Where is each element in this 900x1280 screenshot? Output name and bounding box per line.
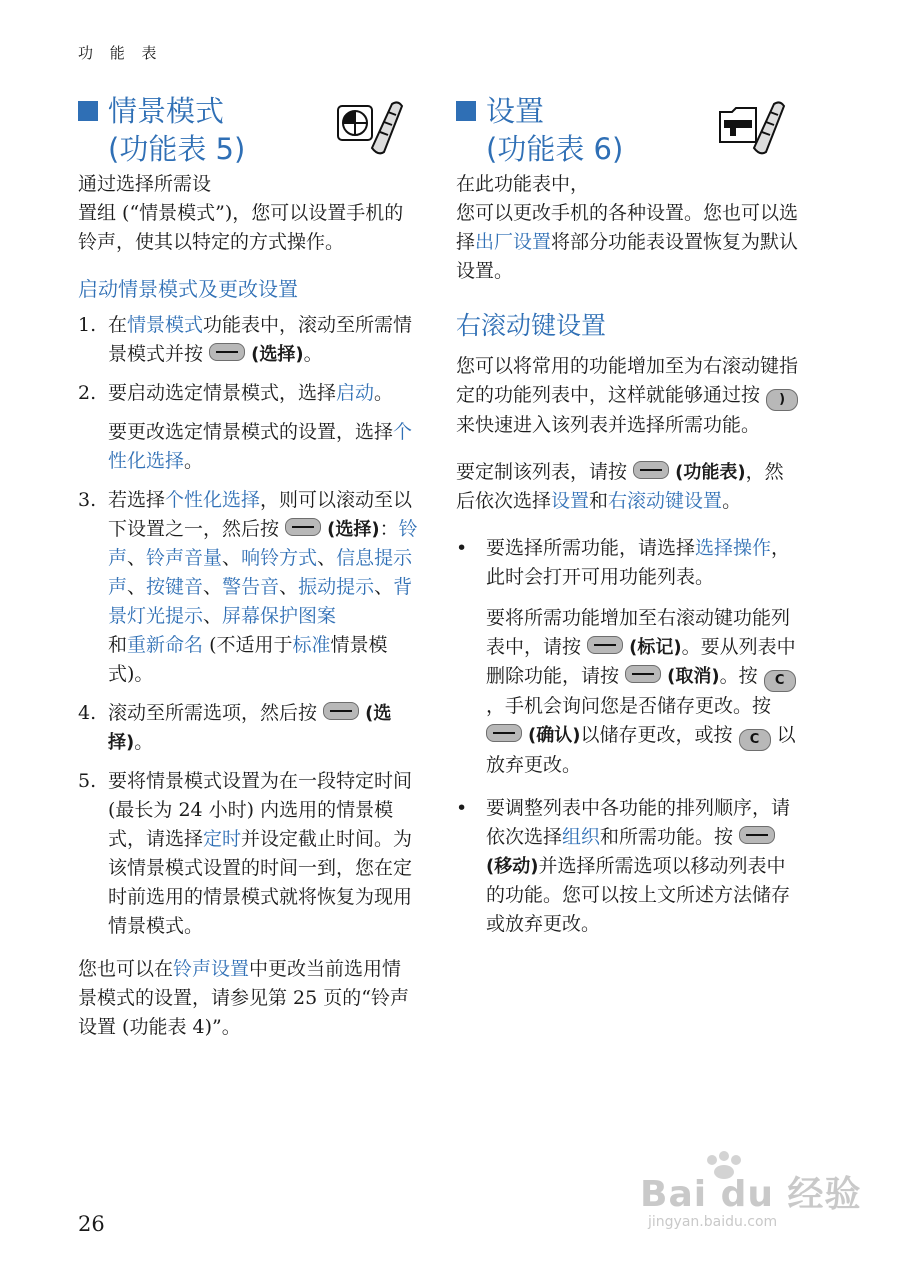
step-5: 5. 要将情景模式设置为在一段特定时间 (最长为 24 小时) 内选用的情景模式，请选择定时并设定截止时间。为该情景模式设置的时间一到，您在定时前选用的情景模式就将恢复为现用情景模式。 xyxy=(78,770,413,937)
right-column xyxy=(456,92,801,951)
menu-link: 个性化选择 xyxy=(165,489,261,511)
profiles-intro: 通过选择所需设 置组 (“情景模式”)，您可以设置手机的铃声，使其以特定的方式操作。 xyxy=(78,173,404,253)
selection-key-icon xyxy=(633,461,669,479)
right-key-para-2: 要定制该列表，请按 (功能表)，然后依次选择设置和右滚动键设置。 xyxy=(456,461,784,512)
selection-key-icon xyxy=(486,724,522,742)
subheading-activate: 启动情景模式及更改设置 xyxy=(78,277,298,301)
page-header: 功 能 表 xyxy=(78,44,163,62)
settings-phone-icon xyxy=(718,98,788,156)
right-key-para-1: 您可以将常用的功能增加至为右滚动键指定的功能列表中，这样就能够通过按 ) 来快速进入该列表并选择所需功能。 xyxy=(456,355,799,436)
menu-link: 启动 xyxy=(336,382,375,404)
menu-link: 选择操作 xyxy=(695,537,772,559)
menu-link: 设置 xyxy=(551,490,590,512)
watermark-url: jingyan.baidu.com xyxy=(648,1214,778,1230)
menu-link: 情景模式 xyxy=(127,314,204,336)
title-line2: (功能表 5) xyxy=(108,132,246,166)
title-square-marker xyxy=(456,101,476,121)
step-2-note: 要更改选定情景模式的设置，选择个性化选择。 xyxy=(108,421,413,472)
step-2: 2. 要启动选定情景模式，选择启动。 xyxy=(78,382,394,404)
bullet-select-functions: • 要选择所需功能，请选择选择操作，此时会打开可用功能列表。 xyxy=(456,537,791,588)
selection-key-icon xyxy=(587,636,623,654)
selection-key-icon xyxy=(323,702,359,720)
menu-link: 铃声设置 xyxy=(173,958,250,980)
clear-key-icon: C xyxy=(764,670,796,692)
title-line2: (功能表 6) xyxy=(486,132,624,166)
menu-link: 个性化选择 xyxy=(108,421,413,472)
page-number: 26 xyxy=(78,1212,105,1236)
step-1: 1. 在情景模式功能表中，滚动至所需情景模式并按 (选择)。 xyxy=(78,314,413,365)
menu-link: 出厂设置 xyxy=(475,231,552,253)
watermark-logo-text: Bai du 经验 xyxy=(640,1174,862,1215)
section-title-settings xyxy=(456,92,801,170)
selection-key-icon xyxy=(285,518,321,536)
left-column xyxy=(78,92,418,1060)
selection-key-icon xyxy=(209,343,245,361)
step-4: 4. 滚动至所需选项，然后按 (选择)。 xyxy=(78,702,392,753)
settings-intro: 在此功能表中， 您可以更改手机的各种设置。您也可以选择出厂设置将部分功能表设置恢复为默认设置。 xyxy=(456,173,799,282)
bullet-organize: • 要调整列表中各功能的排列顺序，请依次选择组织和所需功能。按 (移动)并选择所需选项以移动列表中的功能。您可以按上文所述方法储存或放弃更改。 xyxy=(456,797,791,935)
profiles-outro: 您也可以在铃声设置中更改当前选用情景模式的设置，请参见第 25 页的“铃声设置 (功能表 4)”。 xyxy=(78,958,409,1038)
baidu-watermark xyxy=(640,1148,862,1238)
selection-key-icon xyxy=(625,665,661,683)
menu-link: 定时 xyxy=(203,828,242,850)
title-square-marker xyxy=(78,101,98,121)
right-scroll-key-icon: ) xyxy=(766,389,798,411)
title-line1: 情景模式 xyxy=(108,94,225,128)
clear-key-icon: C xyxy=(739,729,771,751)
step-3: 3. 若选择个性化选择，则可以滚动至以下设置之一，然后按 (选择)：铃声、铃声音量、响铃方式、信息提示声、按键音、警告音、振动提示、背景灯光提示、屏幕保护图案 和重新命名 (不适用于标准情景模式)。 xyxy=(78,489,418,685)
menu-link: 右滚动键设置 xyxy=(608,490,723,512)
title-line1: 设置 xyxy=(486,94,545,128)
subheading-right-scroll-key: 右滚动键设置 xyxy=(456,311,607,340)
section-title-profiles xyxy=(78,92,418,170)
steps-list xyxy=(78,311,418,941)
selection-key-icon xyxy=(739,826,775,844)
bullet-select-functions-note: 要将所需功能增加至右滚动键功能列表中，请按 (标记)。要从列表中删除功能，请按 (取消)。按 C，手机会询问您是否储存更改。按 (确认)以储存更改，或按 C 以放弃更改。 xyxy=(486,607,796,776)
profiles-phone-icon xyxy=(336,98,406,156)
menu-link: 组织 xyxy=(562,826,601,848)
